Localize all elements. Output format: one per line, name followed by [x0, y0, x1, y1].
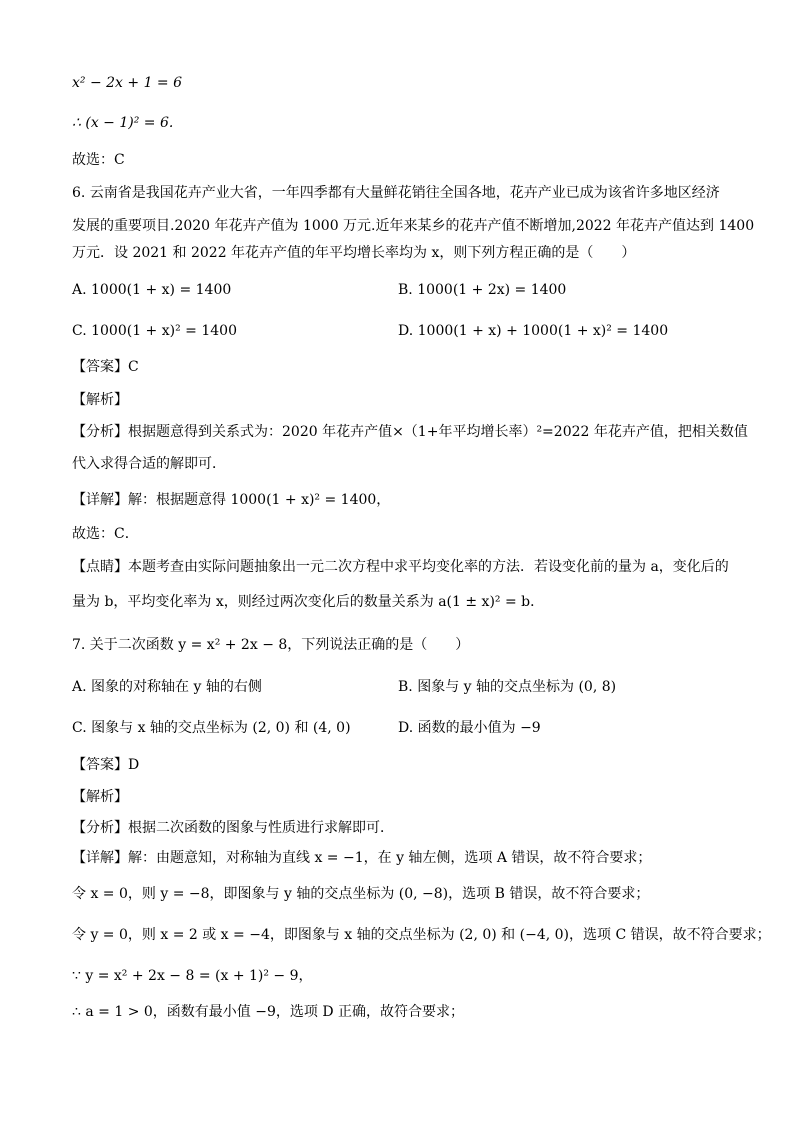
q6-choose: 故选：C． [72, 526, 139, 542]
q6-analysis-line-1: 【分析】根据题意得到关系式为：2020 年花卉产值×（1+年平均增长率）²=2022 年花卉产值，把相关数值 [72, 424, 748, 440]
equation-line-2: ∴ (x − 1)² = 6. [72, 115, 174, 131]
q7-detail-line-2: 令 x = 0，则 y = −8，即图象与 y 轴的交点坐标为 (0, −8)，选项 B 错误，故不符合要求； [72, 886, 650, 902]
q7-detail-line-3: 令 y = 0，则 x = 2 或 x = −4，即图象与 x 轴的交点坐标为 (2, 0) 和 (−4, 0)，选项 C 错误，故不符合要求； [72, 927, 771, 943]
equation-line-1: x² − 2x + 1 = 6 [72, 75, 183, 91]
q6-note-line-2: 量为 b，平均变化率为 x，则经过两次变化后的数量关系为 a(1 ± x)² = b． [72, 594, 545, 610]
q7-option-b: B. 图象与 y 轴的交点坐标为 (0, 8) [398, 679, 617, 695]
q6-option-d: D. 1000(1 + x) + 1000(1 + x)² = 1400 [398, 323, 669, 339]
q6-analysis-line-2: 代入求得合适的解即可． [72, 456, 226, 472]
q6-answer: 【答案】C [72, 359, 139, 375]
q6-option-b: B. 1000(1 + 2x) = 1400 [398, 282, 567, 298]
q6-option-a: A. 1000(1 + x) = 1400 [72, 282, 232, 298]
q7-analysis: 【分析】根据二次函数的图象与性质进行求解即可． [72, 820, 394, 836]
previous-answer: 故选：C [72, 152, 125, 168]
q7-option-d: D. 函数的最小值为 −9 [398, 720, 541, 736]
q7-analysis-heading: 【解析】 [72, 789, 128, 805]
q6-option-c: C. 1000(1 + x)² = 1400 [72, 323, 237, 339]
q7-option-a: A. 图象的对称轴在 y 轴的右侧 [72, 679, 262, 695]
q6-note-line-1: 【点睛】本题考查由实际问题抽象出一元二次方程中求平均变化率的方法．若设变化前的量为 a，变化后的 [72, 559, 729, 575]
q6-stem-line-3: 万元．设 2021 和 2022 年花卉产值的年平均增长率均为 x，则下列方程正确的是（ ） [72, 245, 636, 261]
q7-detail-line-4: ∵ y = x² + 2x − 8 = (x + 1)² − 9， [72, 968, 313, 984]
q6-analysis-heading: 【解析】 [72, 392, 128, 408]
q6-stem-line-2: 发展的重要项目.2020 年花卉产值为 1000 万元.近年来某乡的花卉产值不断增加,2022 年花卉产值达到 1400 [72, 218, 755, 234]
q6-detail: 【详解】解：根据题意得 1000(1 + x)² = 1400， [72, 492, 391, 508]
q7-detail-line-5: ∴ a = 1 > 0，函数有最小值 −9，选项 D 正确，故符合要求； [72, 1004, 464, 1020]
q7-stem: 7. 关于二次函数 y = x² + 2x − 8，下列说法正确的是（ ） [72, 637, 470, 653]
q7-detail-line-1: 【详解】解：由题意知，对称轴为直线 x = −1，在 y 轴左侧，选项 A 错误，故不符合要求； [72, 850, 652, 866]
q7-option-c: C. 图象与 x 轴的交点坐标为 (2, 0) 和 (4, 0) [72, 720, 351, 736]
q7-answer: 【答案】D [72, 757, 140, 773]
q6-stem-line-1: 6. 云南省是我国花卉产业大省，一年四季都有大量鲜花销往全国各地，花卉产业已成为该省许多地区经济 [72, 185, 720, 201]
